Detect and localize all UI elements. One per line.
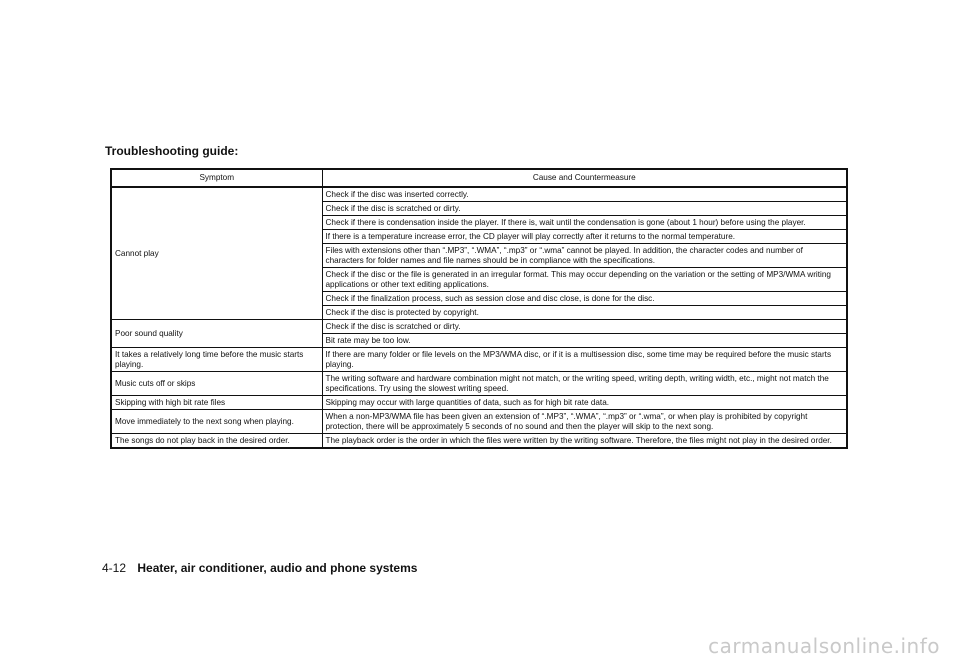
symptom-cell: Skipping with high bit rate files — [111, 396, 322, 410]
symptom-cell: Cannot play — [111, 187, 322, 320]
table-row — [111, 320, 847, 334]
cause-cell: Skipping may occur with large quantities of data, such as for high bit rate data. — [322, 396, 847, 410]
page-footer — [102, 561, 417, 575]
table-row — [111, 348, 847, 372]
symptom-cell: Move immediately to the next song when playing. — [111, 410, 322, 434]
symptom-cell: It takes a relatively long time before the music starts playing. — [111, 348, 322, 372]
cause-cell: The writing software and hardware combination might not match, or the writing speed, writing depth, writing width, etc., might not match the specifications. Try using the slowest writing speed. — [322, 372, 847, 396]
cause-cell: If there are many folder or file levels on the MP3/WMA disc, or if it is a multisession disc, some time may be required before the music starts playing. — [322, 348, 847, 372]
section-heading: Troubleshooting guide: — [105, 144, 239, 158]
table-header-row — [111, 169, 847, 187]
cause-cell: Check if the finalization process, such as session close and disc close, is done for the disc. — [322, 292, 847, 306]
page-number: 4-12 — [102, 561, 127, 575]
table-row — [111, 434, 847, 449]
cause-cell: When a non-MP3/WMA file has been given an extension of “.MP3”, “.WMA”, “.mp3” or “.wma”, or when play is prohibited by copyright protection, there will be approximately 5 seconds of no sound and then the player will skip to the next song. — [322, 410, 847, 434]
table-row — [111, 187, 847, 202]
table-row — [111, 396, 847, 410]
cause-cell: Check if the disc was inserted correctly. — [322, 187, 847, 202]
cause-cell: Check if the disc is scratched or dirty. — [322, 320, 847, 334]
cause-cell: Check if the disc is protected by copyright. — [322, 306, 847, 320]
symptom-cell: The songs do not play back in the desired order. — [111, 434, 322, 449]
header-cause: Cause and Countermeasure — [322, 169, 847, 187]
table-body — [111, 187, 847, 448]
cause-cell: Check if the disc or the file is generated in an irregular format. This may occur depending on the variation or the setting of MP3/WMA writing applications or other text editing applications. — [322, 268, 847, 292]
cause-cell: Check if there is condensation inside the player. If there is, wait until the condensation is gone (about 1 hour) before using the player. — [322, 216, 847, 230]
symptom-cell: Poor sound quality — [111, 320, 322, 348]
troubleshooting-table — [110, 168, 848, 449]
footer-section-title: Heater, air conditioner, audio and phone systems — [137, 561, 418, 575]
symptom-cell: Music cuts off or skips — [111, 372, 322, 396]
watermark: carmanualsonline.info — [708, 634, 940, 658]
table-row — [111, 372, 847, 396]
header-symptom: Symptom — [111, 169, 322, 187]
cause-cell: If there is a temperature increase error, the CD player will play correctly after it returns to the normal temperature. — [322, 230, 847, 244]
cause-cell: The playback order is the order in which the files were written by the writing software. Therefore, the files might not play in the desired order. — [322, 434, 847, 449]
cause-cell: Files with extensions other than “.MP3”, “.WMA”, “.mp3” or “.wma” cannot be played. In addition, the character codes and number of characters for folder names and file names should be in compliance with the specifications. — [322, 244, 847, 268]
cause-cell: Bit rate may be too low. — [322, 334, 847, 348]
table-row — [111, 410, 847, 434]
cause-cell: Check if the disc is scratched or dirty. — [322, 202, 847, 216]
